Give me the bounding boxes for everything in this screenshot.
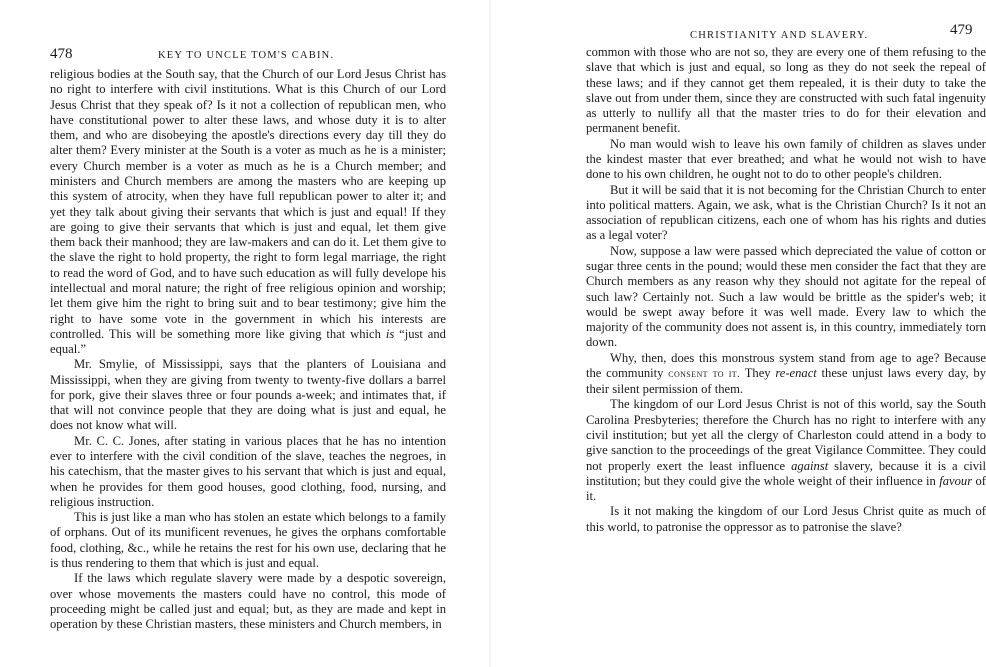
paragraph: But it will be said that it is not becoming for the Christian Church to enter into political matters. Again, we ask, what is the Christian Church? Is it not an association of republican citizens, each one of whom has his rights and duties as a legal voter? bbox=[586, 182, 986, 243]
right-text-column bbox=[586, 45, 986, 535]
left-text-column bbox=[50, 67, 446, 632]
paragraph: Now, suppose a law were passed which depreciated the value of cotton or sugar three cents in the pound; would these men consider the fact that they are Church members as any reason why they should not agitate for the repeal of such law? Certainly not. Such a law would be brittle as the spider's web; it would be swept away before it was well made. Every law to which the majority of the community does not assent is, in this country, immediately torn down. bbox=[586, 243, 986, 350]
right-page-number: 479 bbox=[950, 22, 973, 38]
left-page bbox=[0, 0, 490, 667]
paragraph: If the laws which regulate slavery were made by a despotic sovereign, over whose movements the masters could have no control, this mode of proceeding might be called just and equal; but, as they are made and kept in operation by these Christian masters, these ministers and Church members, in bbox=[50, 571, 446, 632]
paragraph: The kingdom of our Lord Jesus Christ is not of this world, say the South Carolina Presbyteries; therefore the Church has no right to interfere with any civil institution; but yet all the clergy of Charleston could attend in a body to give sanction to the proceedings of the great Vigilance Committee. They could not properly exert the least influence against slavery, because it is a civil institution; but they could give the whole weight of their influence in favour of it. bbox=[586, 397, 986, 504]
paragraph: Mr. C. C. Jones, after stating in various places that he has no intention ever to interfere with the civil condition of the slave, teaches the negroes, in his catechism, that the master gives to his servant that which is just and equal, when he provides for them good houses, good clothing, food, nursing, and religious instruction. bbox=[50, 433, 446, 509]
left-running-head: KEY TO UNCLE TOM'S CABIN. bbox=[158, 50, 335, 61]
paragraph: No man would wish to leave his own family of children as slaves under the kindest master that ever breathed; and what he would not wish to have done to his own children, he ought not to do to other people's children. bbox=[586, 136, 986, 182]
right-running-head: CHRISTIANITY AND SLAVERY. bbox=[690, 30, 869, 41]
paragraph: religious bodies at the South say, that the Church of our Lord Jesus Christ has no right to interfere with civil institutions. What is this Church of our Lord Jesus Christ that they speak of? Is it not a collection of republican men, who have constitutional power to alter these laws, and whose duty it is to alter them, and who are disobeying the apostle's directions every day till they do alter them? Every minister at the South is a voter as much as he is a minister; every Church member is a voter as much as he is a Church member; and ministers and Church members are among the masters who are keeping up this system of atrocity, when they have full republican power to alter it; and yet they talk about giving their servants that which is just and equal! If they are going to give their servants that which is just and equal, let them give them back their manhood; they are law-makers and can do it. Let them give to the slave the right to hold property, the right to form legal marriage, the right to read the word of God, and to have such education as will fully develope his intellectual and moral nature; the right of free religious opinion and worship; let them give him the right to bring suit and to bear testimony; give him the right to have some vote in the government in which his interests are controlled. This will be something more like giving that which is “just and equal.” bbox=[50, 67, 446, 357]
paragraph: This is just like a man who has stolen an estate which belongs to a family of orphans. Out of its munificent revenues, he gives the orphans comfortable food, clothing, &c., while he retains the rest for his own use, declaring that he is thus rendering to them that which is just and equal. bbox=[50, 510, 446, 570]
left-page-number: 478 bbox=[50, 46, 73, 62]
paragraph: Why, then, does this monstrous system stand from age to age? Because the community consent to it. They re-enact these unjust laws every day, by their silent permission of them. bbox=[586, 350, 986, 397]
paragraph: Mr. Smylie, of Mississippi, says that the planters of Louisiana and Mississippi, when they are giving from twenty to twenty-five dollars a barrel for pork, give their slaves three or four pounds a-week; and intimates that, if that will not convince people that they are doing what is just and equal, he does not know what will. bbox=[50, 357, 446, 433]
paragraph: common with those who are not so, they are every one of them refusing to the slave that which is just and equal, so long as they do not seek the repeal of these laws; and if they cannot get them repealed, it is their duty to take the slave out from under them, since they are constructed with such fatal ingenuity as utterly to nullify all that the master tries to do for their elevation and permanent benefit. bbox=[586, 45, 986, 136]
paragraph: Is it not making the kingdom of our Lord Jesus Christ quite as much of this world, to patronise the oppressor as to patronise the slave? bbox=[586, 504, 986, 534]
right-page bbox=[490, 0, 986, 667]
